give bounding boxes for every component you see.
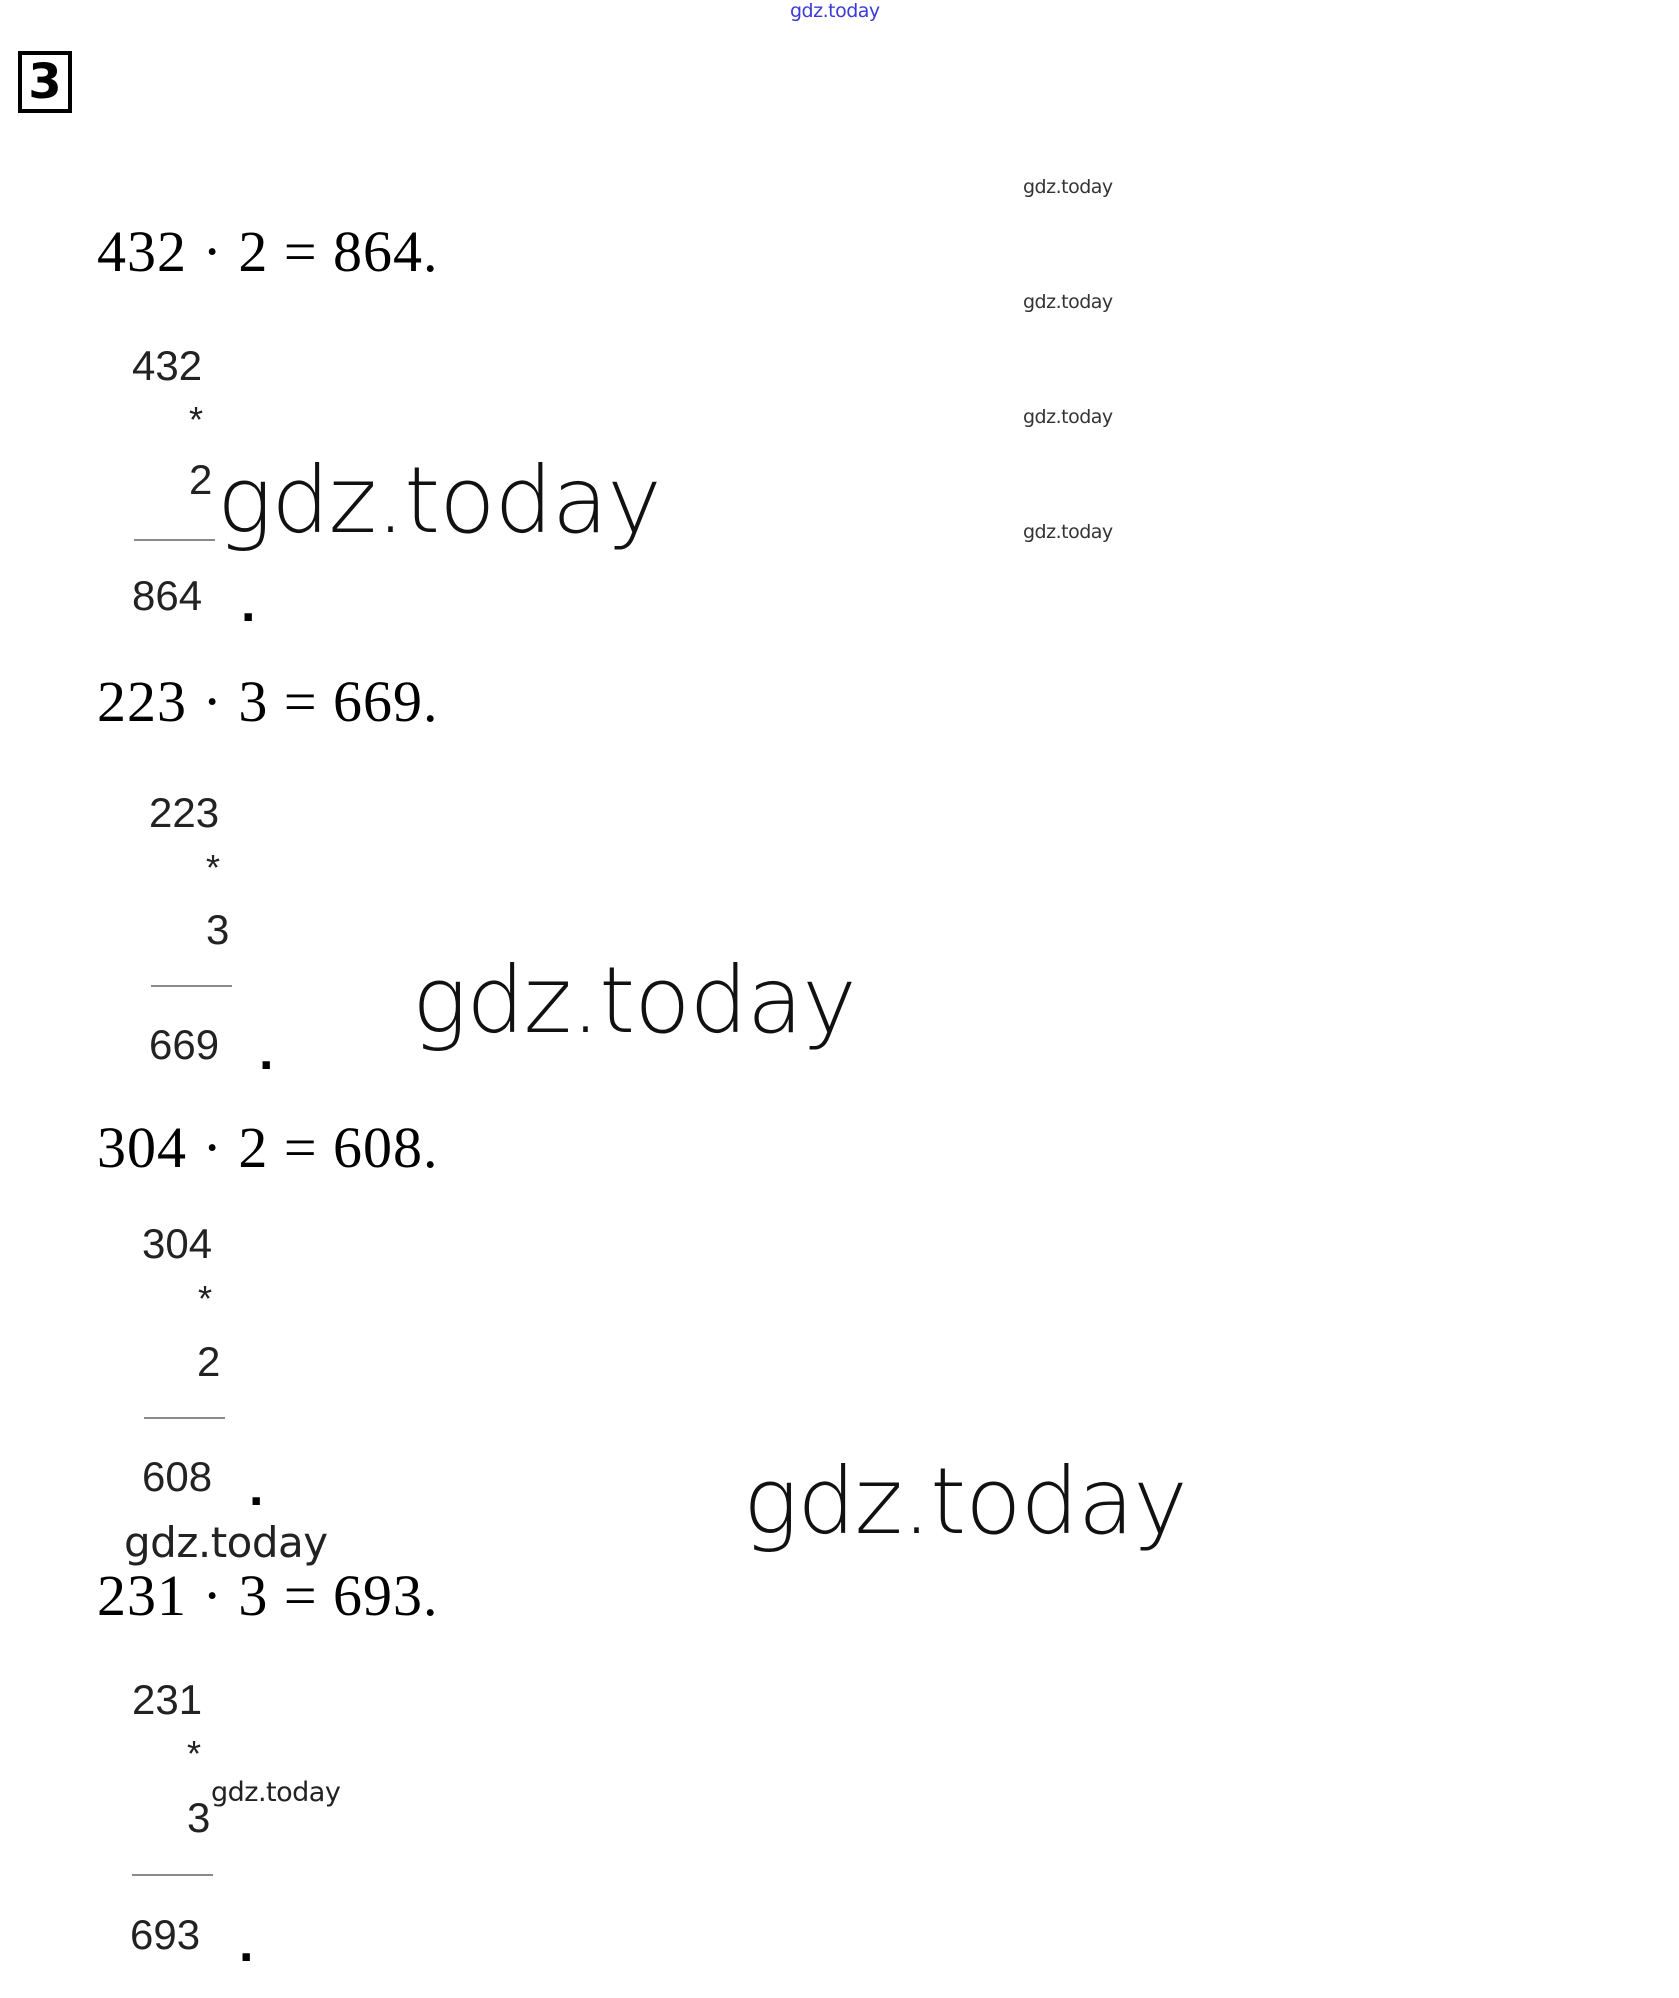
column-2-result: 669 [149, 1021, 220, 1068]
column-1-dot: . [241, 575, 256, 633]
watermark-small: gdz.today [1023, 291, 1113, 313]
watermark-big: gdz.today [412, 947, 856, 1054]
equation-4: 231 · 3 = 693. [97, 1563, 439, 1628]
column-1-operator: * [189, 399, 204, 440]
watermark-small: gdz.today [1023, 521, 1113, 543]
column-2-operator: * [206, 847, 221, 888]
column-3-dot: . [249, 1459, 264, 1517]
column-1-line [134, 539, 215, 541]
column-4-line [132, 1874, 213, 1876]
column-2-dot: . [259, 1023, 274, 1081]
header-watermark: gdz.today [790, 0, 880, 22]
column-3-bottom: 2 [197, 1338, 221, 1385]
column-1-top: 432 [132, 342, 203, 389]
column-4-operator: * [187, 1733, 202, 1774]
column-3-top: 304 [142, 1220, 213, 1267]
column-4-bottom: 3 [187, 1794, 211, 1841]
watermark-mid: gdz.today [211, 1777, 341, 1808]
column-2-line [151, 985, 232, 987]
column-2-bottom: 3 [206, 906, 230, 953]
equation-2: 223 · 3 = 669. [97, 669, 439, 734]
watermark-small: gdz.today [1023, 176, 1113, 198]
column-4-result: 693 [130, 1911, 201, 1958]
equation-1: 432 · 2 = 864. [97, 219, 439, 284]
equation-3: 304 · 2 = 608. [97, 1115, 439, 1180]
column-4-top: 231 [132, 1676, 203, 1723]
column-3-operator: * [198, 1278, 213, 1319]
watermark-big: gdz.today [743, 1448, 1187, 1555]
column-3-line [144, 1417, 225, 1419]
column-1-result: 864 [132, 572, 203, 619]
watermark-small: gdz.today [1023, 406, 1113, 428]
column-3-result: 608 [142, 1453, 213, 1500]
watermark-mid: gdz.today [124, 1518, 328, 1567]
column-1-bottom: 2 [189, 456, 213, 503]
task-number-box: 3 [18, 51, 72, 113]
watermark-big: gdz.today [217, 447, 661, 554]
column-4-dot: . [239, 1915, 254, 1973]
column-2-top: 223 [149, 789, 220, 836]
